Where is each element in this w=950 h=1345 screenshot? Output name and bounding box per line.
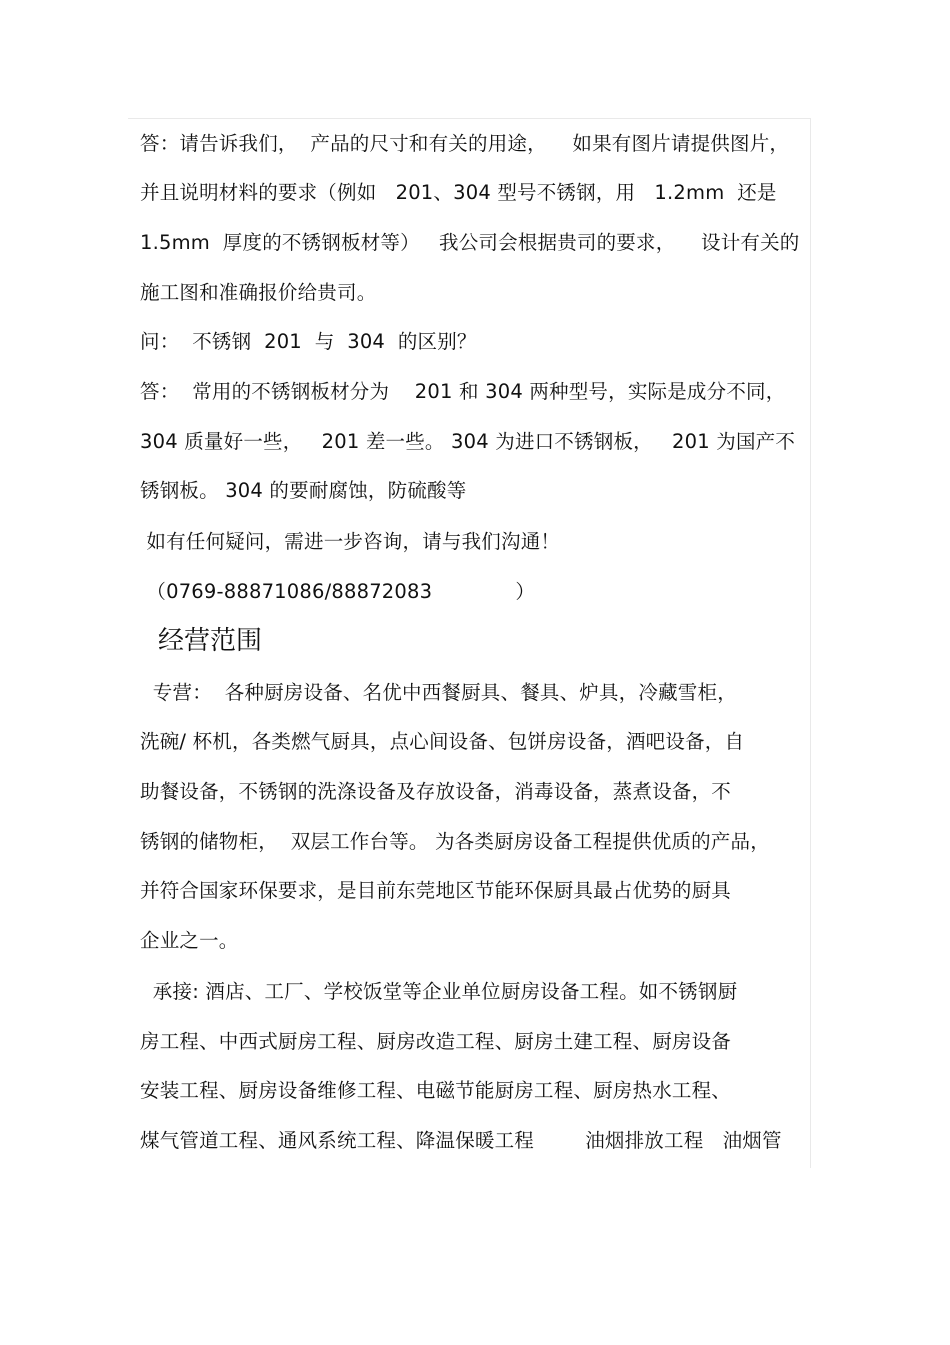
answer1-line-3: 1.5mm 厚度的不锈钢板材等） 我公司会根据贵司的要求， 设计有关的 — [140, 231, 800, 254]
business-scope-heading: 经营范围 — [158, 626, 263, 656]
contact-prompt: 如有任何疑问，需进一步咨询，请与我们沟通！ — [140, 530, 561, 553]
contract-line-4: 煤气管道工程、通风系统工程、降温保暖工程 油烟排放工程 油烟管 — [140, 1129, 782, 1152]
specialty-line-3: 助餐设备，不锈钢的洗涤设备及存放设备，消毒设备，蒸煮设备，不 — [140, 780, 732, 803]
answer2-line-3: 锈钢板。 304 的要耐腐蚀，防硫酸等 — [140, 479, 467, 502]
contact-phone: （0769-88871086/88872083 ） — [140, 580, 536, 603]
answer1-line-4: 施工图和准确报价给贵司。 — [140, 281, 377, 304]
contract-line-1: 承接: 酒店、工厂、学校饭堂等企业单位厨房设备工程。如不锈钢厨 — [140, 980, 738, 1003]
answer2-line-1: 答： 常用的不锈钢板材分为 201 和 304 两种型号，实际是成分不同， — [140, 380, 786, 403]
answer1-line-2: 并且说明材料的要求（例如 201、304 型号不锈钢，用 1.2mm 还是 — [140, 181, 777, 204]
contract-line-2: 房工程、中西式厨房工程、厨房改造工程、厨房土建工程、厨房设备 — [140, 1030, 732, 1053]
question2-line: 问： 不锈钢 201 与 304 的区别？ — [140, 330, 477, 353]
specialty-line-5: 并符合国家环保要求，是目前东莞地区节能环保厨具最占优势的厨具 — [140, 879, 732, 902]
contract-line-3: 安装工程、厨房设备维修工程、电磁节能厨房工程、厨房热水工程、 — [140, 1079, 732, 1102]
answer1-line-1: 答：请告诉我们， 产品的尺寸和有关的用途， 如果有图片请提供图片， — [140, 132, 790, 155]
specialty-line-4: 锈钢的储物柜， 双层工作台等。 为各类厨房设备工程提供优质的产品， — [140, 830, 770, 853]
specialty-line-6: 企业之一。 — [140, 929, 239, 952]
specialty-line-2: 洗碗/ 杯机，各类燃气厨具，点心间设备、包饼房设备，酒吧设备，自 — [140, 730, 745, 753]
answer2-line-2: 304 质量好一些， 201 差一些。 304 为进口不锈钢板， 201 为国产不 — [140, 430, 796, 453]
specialty-line-1: 专营： 各种厨房设备、名优中西餐厨具、餐具、炉具，冷藏雪柜， — [140, 681, 737, 704]
